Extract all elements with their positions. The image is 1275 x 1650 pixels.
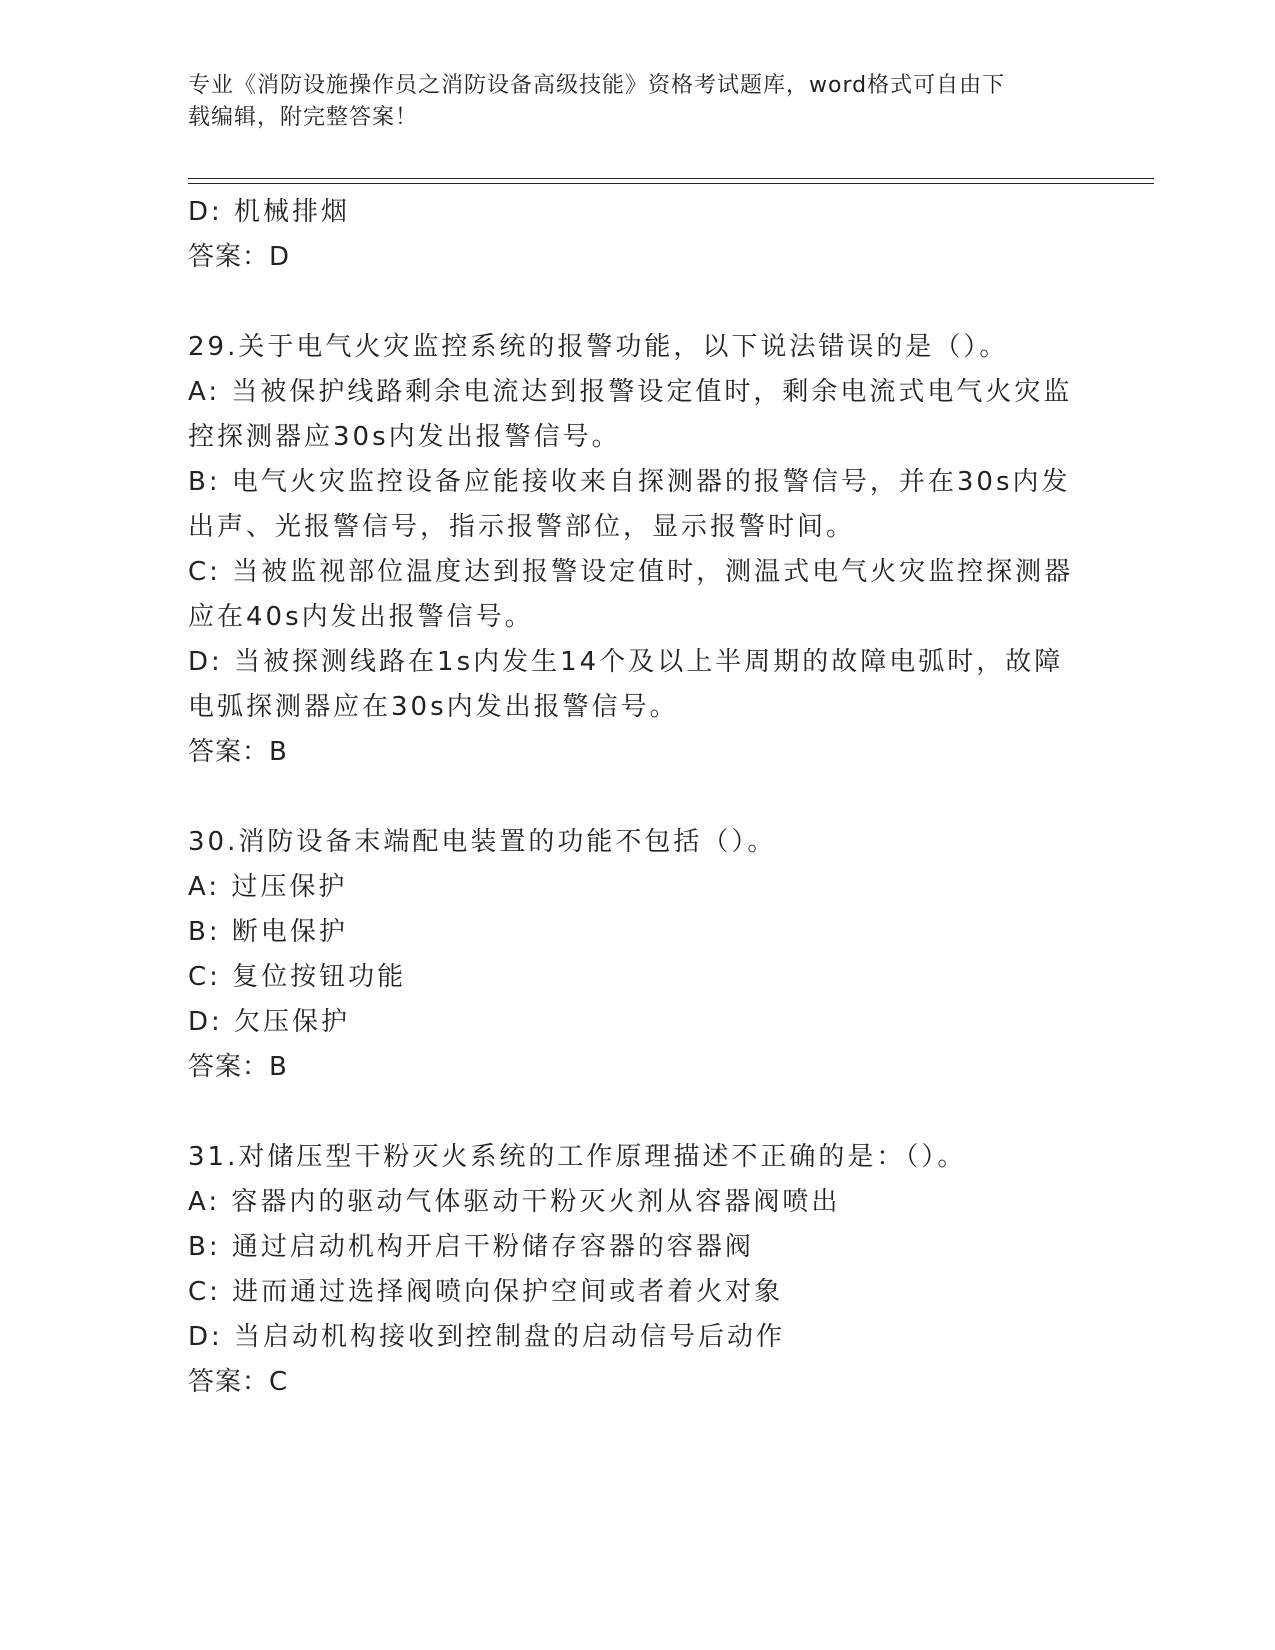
option-b: B: 断电保护 [188, 917, 348, 947]
option-c: C: 进而通过选择阀喷向保护空间或者着火对象 [188, 1277, 784, 1307]
option-b-line-2: 出声、光报警信号，指示报警部位，显示报警时间。 [188, 512, 856, 542]
spacer [188, 280, 1088, 325]
spacer [188, 1090, 1088, 1135]
spacer [188, 775, 1088, 820]
question-stem: 29.关于电气火灾监控系统的报警功能，以下说法错误的是（）。 [188, 332, 1009, 362]
option-b-line-1: B: 电气火灾监控设备应能接收来自探测器的报警信号，并在30s内发 [188, 467, 1071, 497]
question-28-tail [188, 190, 1088, 280]
option-c: C: 复位按钮功能 [188, 962, 407, 992]
question-31 [188, 1135, 1088, 1405]
option-a: A: 容器内的驱动气体驱动干粉灭火剂从容器阀喷出 [188, 1187, 841, 1217]
answer: 答案：B [188, 1052, 288, 1082]
option-c-line-1: C: 当被监视部位温度达到报警设定值时，测温式电气火灾监控探测器 [188, 557, 1074, 587]
option-a: A: 过压保护 [188, 872, 348, 902]
header-line-2: 载编辑，附完整答案！ [188, 105, 419, 130]
answer: 答案：C [188, 1367, 289, 1397]
option-a-line-1: A: 当被保护线路剩余电流达到报警设定值时，剩余电流式电气火灾监 [188, 377, 1073, 407]
answer: 答案：D [188, 242, 291, 272]
header-divider-bottom [188, 183, 1154, 184]
option-d: D: 当启动机构接收到控制盘的启动信号后动作 [188, 1322, 786, 1352]
document-header [188, 70, 1088, 134]
option-d: D: 机械排烟 [188, 197, 351, 227]
answer: 答案：B [188, 737, 288, 767]
question-30 [188, 820, 1088, 1090]
option-d: D: 欠压保护 [188, 1007, 351, 1037]
option-d-line-2: 电弧探测器应在30s内发出报警信号。 [188, 692, 679, 722]
option-b: B: 通过启动机构开启干粉储存容器的容器阀 [188, 1232, 754, 1262]
option-d-line-1: D: 当被探测线路在1s内发生14个及以上半周期的故障电弧时，故障 [188, 647, 1064, 677]
question-stem: 30.消防设备末端配电装置的功能不包括（）。 [188, 827, 777, 857]
document-body [188, 190, 1088, 1405]
question-stem: 31.对储压型干粉灭火系统的工作原理描述不正确的是：（）。 [188, 1142, 967, 1172]
option-c-line-2: 应在40s内发出报警信号。 [188, 602, 534, 632]
option-a-line-2: 控探测器应30s内发出报警信号。 [188, 422, 621, 452]
header-line-1: 专业《消防设施操作员之消防设备高级技能》资格考试题库，word格式可自由下 [188, 73, 1006, 98]
question-29 [188, 325, 1088, 775]
header-divider-top [188, 178, 1154, 179]
